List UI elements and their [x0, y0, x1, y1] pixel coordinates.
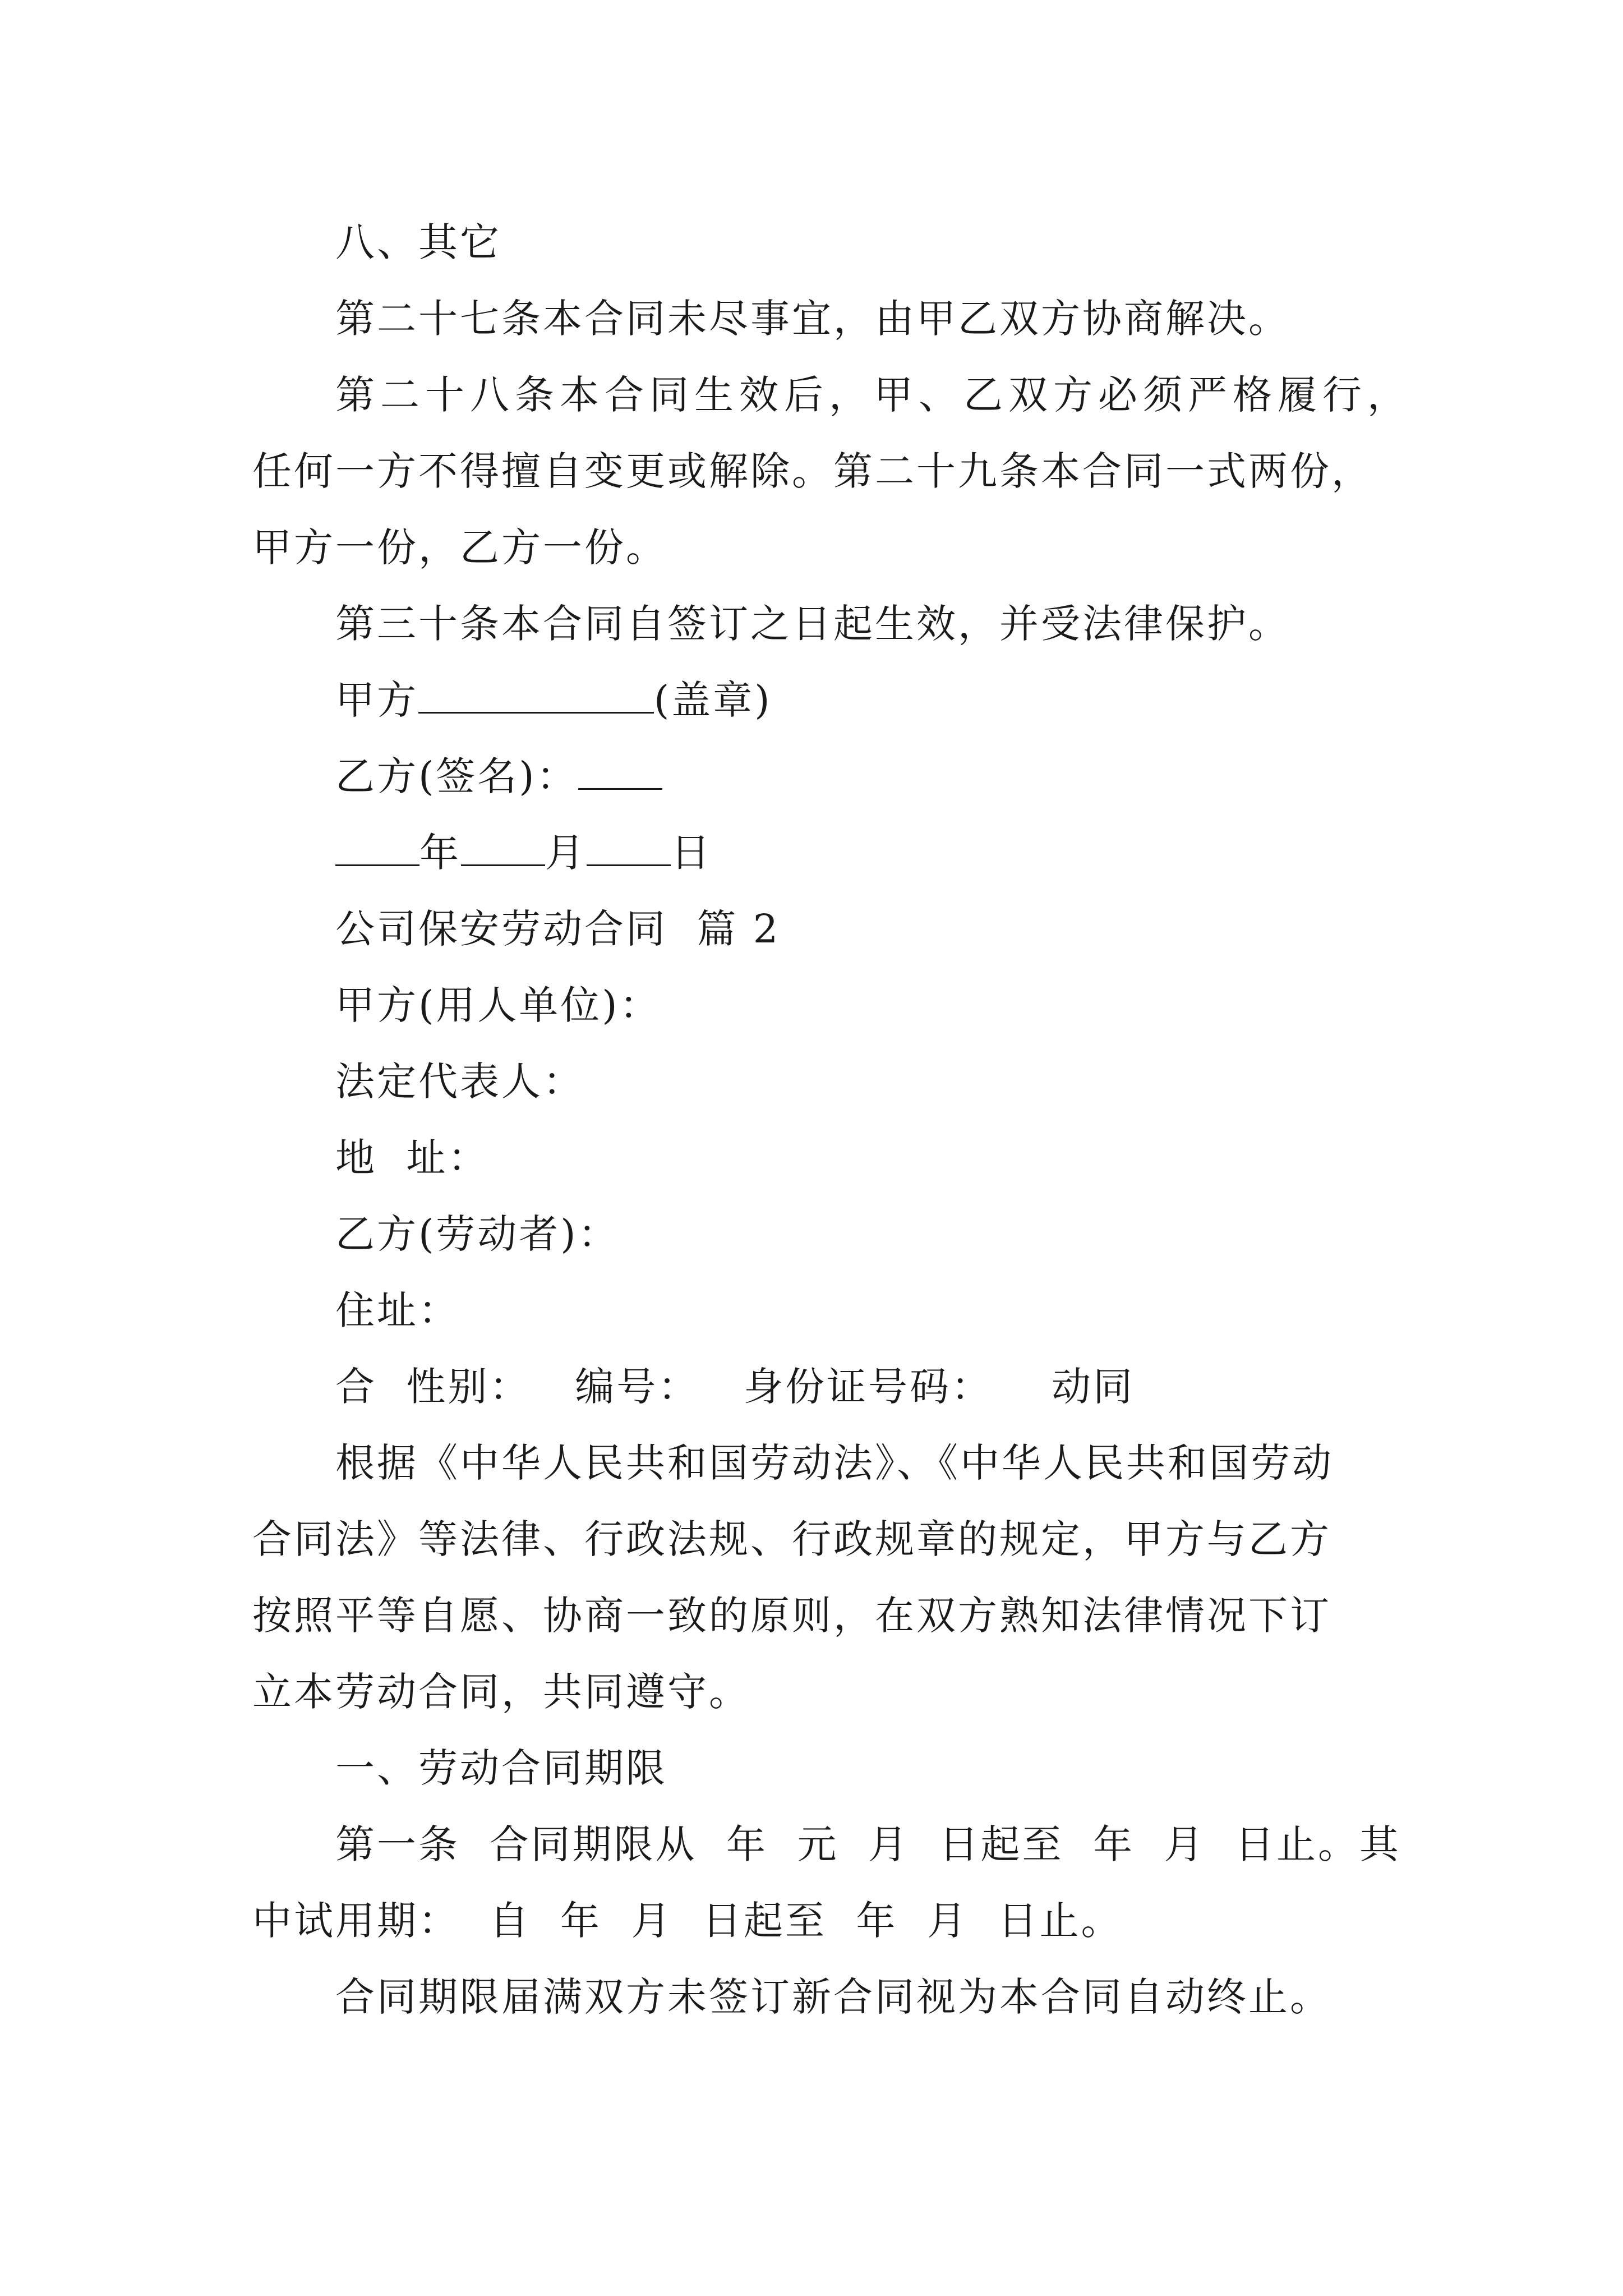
address-field: 地 址： — [335, 1135, 490, 1181]
article-28-line-3: 甲方一份，乙方一份。 — [252, 524, 667, 570]
article-28-line-1: 第二十八条本合同生效后，甲、乙双方必须严格履行， — [335, 372, 1412, 418]
employee-field: 乙方(劳动者)： — [335, 1211, 620, 1257]
preamble-line-2: 合同法》等法律、行政法规、行政规章的规定，甲方与乙方 — [252, 1516, 1331, 1562]
year-label: 年 — [419, 830, 461, 876]
contract-title-part-2: 公司保安劳动合同 篇 2 — [335, 906, 781, 952]
party-b-blank — [578, 753, 662, 790]
section-heading-contract-term: 一、劳动合同期限 — [335, 1745, 667, 1791]
residence-field: 住址： — [335, 1287, 460, 1333]
legal-representative-field: 法定代表人： — [335, 1059, 584, 1105]
seal-label: (盖章) — [654, 677, 772, 723]
article-27: 第二十七条本合同未尽事宜，由甲乙双方协商解决。 — [335, 296, 1290, 342]
party-a-signature-line — [335, 675, 1513, 725]
party-a-blank — [418, 677, 654, 714]
section-heading-other: 八、其它 — [335, 219, 501, 265]
date-line — [335, 827, 1513, 878]
article-28-line-2: 任何一方不得擅自变更或解除。第二十九条本合同一式两份， — [252, 448, 1373, 494]
month-blank — [461, 830, 545, 866]
preamble-line-4: 立本劳动合同，共同遵守。 — [252, 1669, 750, 1715]
party-b-signature-line — [335, 751, 1513, 802]
month-label: 月 — [545, 830, 587, 876]
employee-details-field: 合 性别： 编号： 身份证号码： 动同 — [335, 1364, 1135, 1410]
party-a-label: 甲方 — [335, 677, 418, 723]
article-1-line-2: 中试用期： 自 年 月 日起至 年 月 日止。 — [252, 1898, 1123, 1944]
day-label: 日 — [671, 830, 712, 876]
day-blank — [587, 830, 671, 866]
article-1-line-1: 第一条 合同期限从 年 元 月 日起至 年 月 日止。其 — [335, 1821, 1401, 1867]
employer-field: 甲方(用人单位)： — [335, 982, 661, 1028]
preamble-line-3: 按照平等自愿、协商一致的原则，在双方熟知法律情况下订 — [252, 1593, 1331, 1639]
preamble-line-1: 根据《中华人民共和国劳动法》、《中华人民共和国劳动 — [335, 1440, 1334, 1486]
party-b-label: 乙方(签名)： — [335, 753, 578, 799]
year-blank — [335, 830, 419, 866]
contract-expiry-clause: 合同期限届满双方未签订新合同视为本合同自动终止。 — [335, 1974, 1331, 2020]
article-30: 第三十条本合同自签订之日起生效，并受法律保护。 — [335, 601, 1290, 647]
